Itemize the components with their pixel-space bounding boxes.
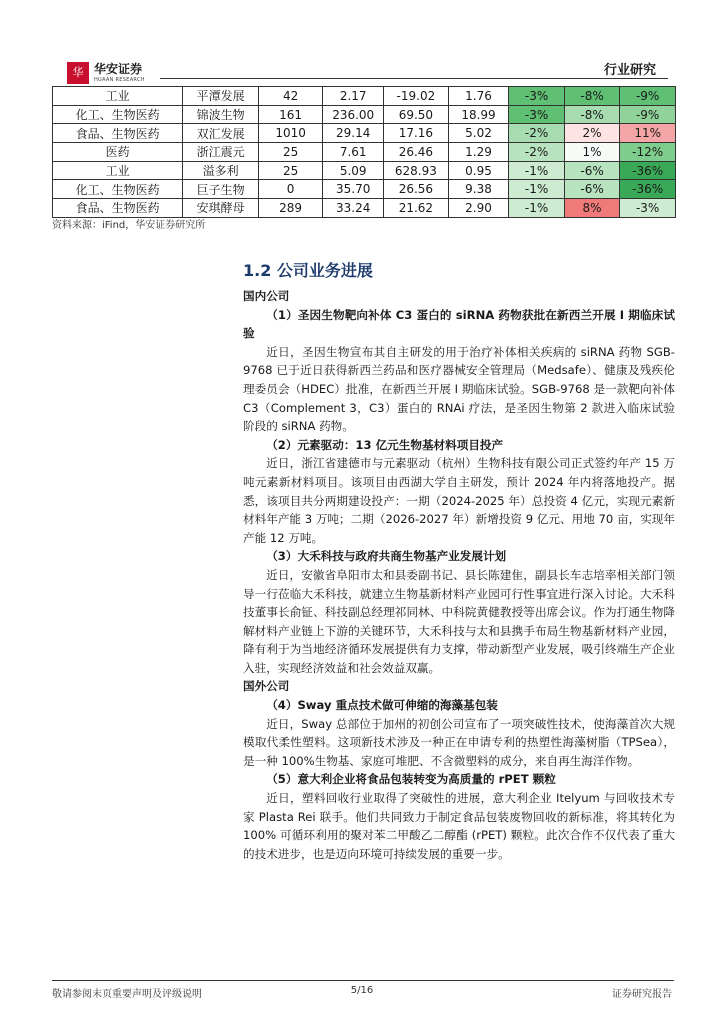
- table-cell: 5.02: [448, 124, 509, 143]
- item5-title: （5）意大利企业将食品包装转变为高质量的 rPET 颗粒: [266, 772, 556, 787]
- table-cell: 工业: [53, 161, 183, 180]
- table-cell: -6%: [564, 161, 620, 180]
- header-divider: [160, 78, 668, 79]
- table-cell: -1%: [509, 199, 565, 218]
- company-name-en: HUAAN RESEARCH: [94, 77, 145, 83]
- table-cell: -8%: [564, 105, 620, 124]
- table-row: [53, 180, 676, 199]
- table-cell: -3%: [509, 105, 565, 124]
- table-cell: -9%: [620, 87, 676, 106]
- section-title: 1.2 公司业务进展: [243, 261, 373, 280]
- table-row: [53, 124, 676, 143]
- table-cell: -3%: [509, 87, 565, 106]
- table-cell: 医药: [53, 143, 183, 162]
- table-row: [53, 161, 676, 180]
- report-type: 行业研究: [603, 63, 656, 78]
- table-cell: 17.16: [384, 124, 449, 143]
- table-cell: 食品、生物医药: [53, 124, 183, 143]
- table-row: [53, 87, 676, 106]
- item3-title: （3）大禾科技与政府共商生物基产业发展计划: [266, 549, 507, 564]
- table-cell: 26.56: [384, 180, 449, 199]
- table-cell: -2%: [509, 124, 565, 143]
- footer-report-label: 证券研究报告: [612, 989, 672, 1000]
- item4-title: （4）Sway 重点技术做可伸缩的海藻基包装: [266, 698, 498, 713]
- table-cell: -1%: [509, 161, 565, 180]
- table-cell: 双汇发展: [183, 124, 259, 143]
- table-cell: 42: [258, 87, 322, 106]
- item3-body: 近日，安徽省阜阳市太和县委副书记、县长陈建隹，副县长车志培率相关部门领导一行莅临大禾科技，就建立生物基新材料产业园可行性事宜进行深入讨论。大禾科技董事长俞钲、科技副总经理祁同林、中科院黄健教授等出席会议。作为打通生物降解材料产业链上下游的关键环节，大禾科技与太和县携手布局生物基新材料产业园，降有利于为当地经济循环发展提供有力支撑，带动新型产业发展，吸引终端生产企业入驻，实现经济效益和社会效益双赢。: [243, 567, 675, 675]
- section-content: [243, 287, 675, 863]
- table-cell: 11%: [620, 124, 676, 143]
- foreign-label: 国外公司: [243, 679, 290, 694]
- table-cell: 2.17: [323, 87, 384, 106]
- item1-title: （1）圣因生物靶向补体 C3 蛋白的 siRNA 药物获批在新西兰开展 I 期临床试验: [243, 307, 675, 341]
- table-cell: 溢多利: [183, 161, 259, 180]
- table-cell: -36%: [620, 161, 676, 180]
- company-logo: 华: [67, 62, 89, 84]
- table-cell: 289: [258, 199, 322, 218]
- table-cell: -9%: [620, 105, 676, 124]
- table-cell: 锦波生物: [183, 105, 259, 124]
- table-cell: 0.95: [448, 161, 509, 180]
- table-cell: -12%: [620, 143, 676, 162]
- table-cell: -1%: [509, 180, 565, 199]
- table-cell: 21.62: [384, 199, 449, 218]
- table-cell: 8%: [564, 199, 620, 218]
- table-cell: 26.46: [384, 143, 449, 162]
- company-name: 华安证券: [94, 62, 143, 76]
- table-cell: -3%: [620, 199, 676, 218]
- item2-body: 近日，浙江省建德市与元素驱动（杭州）生物科技有限公司正式签约年产 15 万吨元素新材料项目。该项目由西湖大学自主研发，预计 2024 年内将落地投产。据悉，该项目共分两期建设投产：一期（2024-2025 年）总投资 4 亿元，实现元素新材料年产能 3 万吨；二期（2026-2027 年）新增投资 9 亿元、用地 70 亩，实现年产能 12 万吨。: [243, 456, 675, 545]
- table-cell: 化工、生物医药: [53, 180, 183, 199]
- table-cell: 628.93: [384, 161, 449, 180]
- table-cell: 33.24: [323, 199, 384, 218]
- table-cell: 工业: [53, 87, 183, 106]
- table-cell: 0: [258, 180, 322, 199]
- footer-disclaimer: 敬请参阅末页重要声明及评级说明: [52, 989, 202, 1000]
- table-cell: -36%: [620, 180, 676, 199]
- table-cell: 18.99: [448, 105, 509, 124]
- page-header: [0, 0, 724, 83]
- table-cell: 1010: [258, 124, 322, 143]
- table-cell: 29.14: [323, 124, 384, 143]
- item4-body: 近日，Sway 总部位于加州的初创公司宣布了一项突破性技术，使海藻首次大规模取代柔性塑料。这项新技术涉及一种正在申请专利的热塑性海藻树脂（TPSea），是一种 100%生物基、家庭可堆肥、不含微塑料的成分，来自再生海洋作物。: [243, 716, 675, 768]
- table-cell: 9.38: [448, 180, 509, 199]
- item5-body: 近日，塑料回收行业取得了突破性的进展，意大利企业 Itelyum 与回收技术专家 Plasta Rei 联手。他们共同致力于制定食品包装废物回收的新标准，将其转化为 100% 可循环利用的聚对苯二甲酸乙二醇酯 (rPET) 颗粒。此次合作不仅代表了重大的技术进步，也是迈向环境可持续发展的重要一步。: [243, 791, 675, 861]
- page-number: 5/16: [350, 985, 374, 996]
- table-cell: 161: [258, 105, 322, 124]
- table-cell: 食品、生物医药: [53, 199, 183, 218]
- table-cell: 69.50: [384, 105, 449, 124]
- table-row: [53, 143, 676, 162]
- table-row: [53, 199, 676, 218]
- item1-body: 近日，圣因生物宣布其自主研发的用于治疗补体相关疾病的 siRNA 药物 SGB-9768 已于近日获得新西兰药品和医疗器械安全管理局（Medsafe）、健康及残疾伦理委员会（HDEC）批准，在新西兰开展 I 期临床试验。SGB-9768 是一款靶向补体 C3（Complement 3，C3）蛋白的 RNAi 疗法，是圣因生物第 2 款进入临床试验阶段的 siRNA 药物。: [243, 344, 675, 434]
- table-cell: 5.09: [323, 161, 384, 180]
- item2-title: （2）元素驱动：13 亿元生物基材料项目投产: [266, 437, 504, 452]
- company-performance-table: [52, 86, 676, 218]
- table-cell: 安琪酵母: [183, 199, 259, 218]
- table-cell: 236.00: [323, 105, 384, 124]
- table-cell: 35.70: [323, 180, 384, 199]
- table-cell: 2.90: [448, 199, 509, 218]
- table-cell: 1.29: [448, 143, 509, 162]
- table-cell: -8%: [564, 87, 620, 106]
- table-cell: -19.02: [384, 87, 449, 106]
- table-cell: 2%: [564, 124, 620, 143]
- table-cell: 浙江震元: [183, 143, 259, 162]
- table-row: [53, 105, 676, 124]
- footer-divider: [52, 980, 674, 981]
- table-cell: 化工、生物医药: [53, 105, 183, 124]
- table-cell: 1.76: [448, 87, 509, 106]
- table-cell: 巨子生物: [183, 180, 259, 199]
- table-cell: 25: [258, 143, 322, 162]
- domestic-label: 国内公司: [243, 289, 290, 303]
- table-cell: -6%: [564, 180, 620, 199]
- table-source: 资料来源：iFind，华安证券研究所: [52, 220, 206, 231]
- table-cell: 25: [258, 161, 322, 180]
- table-cell: 1%: [564, 143, 620, 162]
- table-cell: 平潭发展: [183, 87, 259, 106]
- table-cell: -2%: [509, 143, 565, 162]
- table-cell: 7.61: [323, 143, 384, 162]
